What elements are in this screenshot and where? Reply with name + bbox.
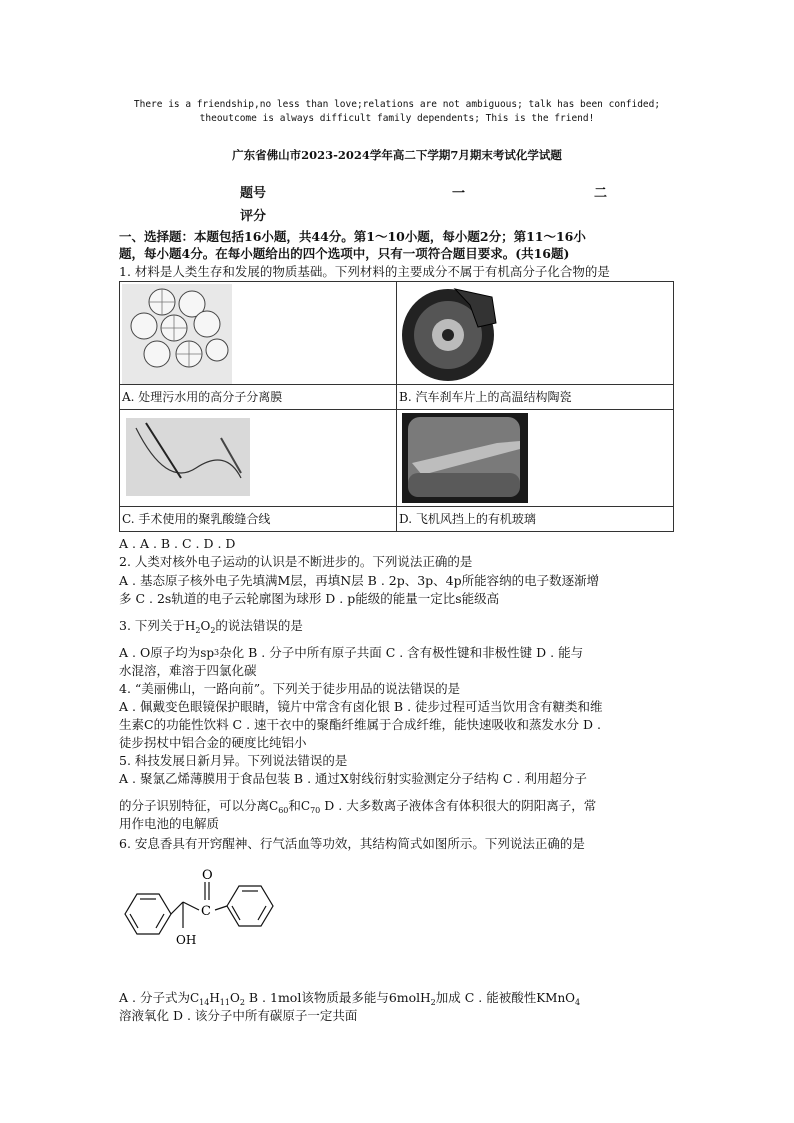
q2-line-1: A . 基态原子核外电子先填满M层，再填N层 B . 2p、3p、4p所能容纳的电子数逐渐增 — [119, 573, 600, 588]
q1-image-d — [397, 410, 673, 506]
c60-sub: 60 — [278, 806, 289, 815]
atom-c: C — [201, 904, 211, 919]
formula-h: H — [209, 991, 220, 1005]
q3-stem — [119, 617, 679, 639]
kmno4-main: KMnO — [536, 991, 576, 1005]
q6-line1-pre: A . 分子式为 — [119, 990, 190, 1005]
sp-label: sp — [200, 646, 215, 660]
motto-line-1: There is a friendship,no less than love;relations are not ambiguous; talk has been confided; — [133, 99, 661, 110]
q1-image-c — [120, 410, 396, 506]
q6-line1-mid2: 加成 C . 能被酸性 — [435, 990, 537, 1005]
q1-stem: 1. 材料是人类生存和发展的物质基础。下列材料的主要成分不属于有机高分子化合物的是 — [119, 264, 610, 279]
q1-caption-c: C. 手术使用的聚乳酸缝合线 — [120, 506, 396, 531]
q6-line-2: 溶液氧化 D . 该分子中所有碳原子一定共面 — [119, 1008, 358, 1023]
q6-line1-mid: B . 1mol该物质最多能与6mol — [244, 990, 421, 1005]
formula-c: C — [189, 991, 200, 1005]
q2-stem: 2. 人类对核外电子运动的认识是不断进步的。下列说法正确的是 — [119, 554, 473, 569]
section-heading-2: 题，每小题4分。在每小题给出的四个选项中，只有一项符合题目要求。(共16题) — [119, 246, 570, 261]
q5-line2-pre: 的分子识别特征，可以分离 — [119, 798, 270, 813]
q5-line-1: A . 聚氯乙烯薄膜用于食品包装 B . 通过X射线衍射实验测定分子结构 C . 利用超分子 — [119, 771, 587, 786]
h2o2-sub2: 2 — [210, 626, 216, 635]
page-title: 广东省佛山市2023-2024学年高二下学期7月期末考试化学试题 — [232, 148, 562, 162]
h2o2-o: O — [200, 619, 211, 633]
score-col1: 一 — [452, 186, 466, 201]
q4-line-2: 生素C的功能性饮料 C . 速干衣中的聚酯纤维属于合成纤维，能快速吸收和蒸发水分 D . — [119, 717, 601, 732]
score-row2-label: 评分 — [240, 209, 267, 224]
atom-oh: OH — [176, 933, 197, 947]
sp-sup: 3 — [214, 648, 220, 657]
q4-stem: 4. “美丽佛山，一路向前”。下列关于徒步用品的说法错误的是 — [119, 681, 461, 696]
airplane-window-icon — [402, 413, 528, 503]
suture-icon — [126, 418, 250, 496]
membrane-tubes-icon — [122, 284, 232, 384]
q4-line-1: A . 佩戴变色眼镜保护眼睛，镜片中常含有卤化银 B . 徒步过程可适当饮用含有糖类和维 — [119, 699, 603, 714]
atom-o: O — [202, 868, 213, 883]
q1-image-table — [119, 281, 674, 532]
q3-stem-post: 的说法错误的是 — [215, 618, 303, 633]
score-row1-label: 题号 — [240, 186, 267, 201]
formula-c-sub: 14 — [199, 998, 210, 1007]
q6-stem: 6. 安息香具有开窍醒神、行气活血等功效，其结构简式如图所示。下列说法正确的是 — [119, 836, 585, 851]
q1-image-a — [120, 282, 396, 384]
h2o2-h: H — [184, 619, 196, 633]
q5-line-3: 用作电池的电解质 — [119, 816, 220, 831]
c60-c: C — [269, 799, 279, 813]
q3-stem-pre: 3. 下列关于 — [119, 618, 185, 633]
h2o2-formula — [185, 619, 216, 633]
q1-caption-b: B. 汽车刹车片上的高温结构陶瓷 — [397, 384, 673, 409]
c70-sub: 70 — [310, 806, 321, 815]
q1-caption-a: A. 处理污水用的高分子分离膜 — [120, 384, 396, 409]
h2-sub: 2 — [430, 998, 436, 1007]
right-benzene-ring — [227, 886, 273, 926]
q5-line2-mid: 和 — [288, 798, 301, 813]
q1-caption-d: D. 飞机风挡上的有机玻璃 — [397, 506, 673, 531]
section-heading-1: 一、选择题：本题包括16小题，共44分。第1～10小题，每小题2分；第11～16小 — [119, 229, 586, 244]
q5-line2-post: D . 大多数离子液体含有体积很大的阴阳离子，常 — [320, 798, 597, 813]
h2-h: H — [420, 991, 431, 1005]
kmno4-sub: 4 — [575, 998, 581, 1007]
q2-line-2: 多 C . 2s轨道的电子云轮廓图为球形 D . p能级的能量一定比s能级高 — [119, 591, 500, 606]
formula-h-sub: 11 — [219, 998, 230, 1007]
q1-image-b — [397, 282, 673, 384]
formula-o: O — [229, 991, 240, 1005]
motto-line-2: theoutcome is always difficult family dependents; This is the friend! — [199, 113, 595, 124]
score-col2: 二 — [594, 186, 608, 201]
benzoin-structure — [119, 866, 279, 966]
q3-line1-pre: A . O原子均为 — [119, 645, 201, 660]
q3-line-2: 水混溶，难溶于四氯化碳 — [119, 663, 257, 678]
q1-options: A . A . B . C . D . D — [119, 536, 236, 551]
left-benzene-ring — [125, 894, 171, 934]
formula-o-sub: 2 — [239, 998, 245, 1007]
q5-stem: 5. 科技发展日新月异。下列说法错误的是 — [119, 753, 348, 768]
h2o2-sub1: 2 — [195, 626, 201, 635]
molecular-formula — [190, 991, 245, 1005]
q3-line-1 — [119, 644, 679, 662]
q3-line1-post: 杂化 B . 分子中所有原子共面 C . 含有极性键和非极性键 D . 能与 — [219, 645, 584, 660]
q4-line-3: 徒步拐杖中铝合金的硬度比纯铝小 — [119, 735, 307, 750]
c70-c: C — [300, 799, 311, 813]
brake-disc-icon — [400, 283, 500, 383]
